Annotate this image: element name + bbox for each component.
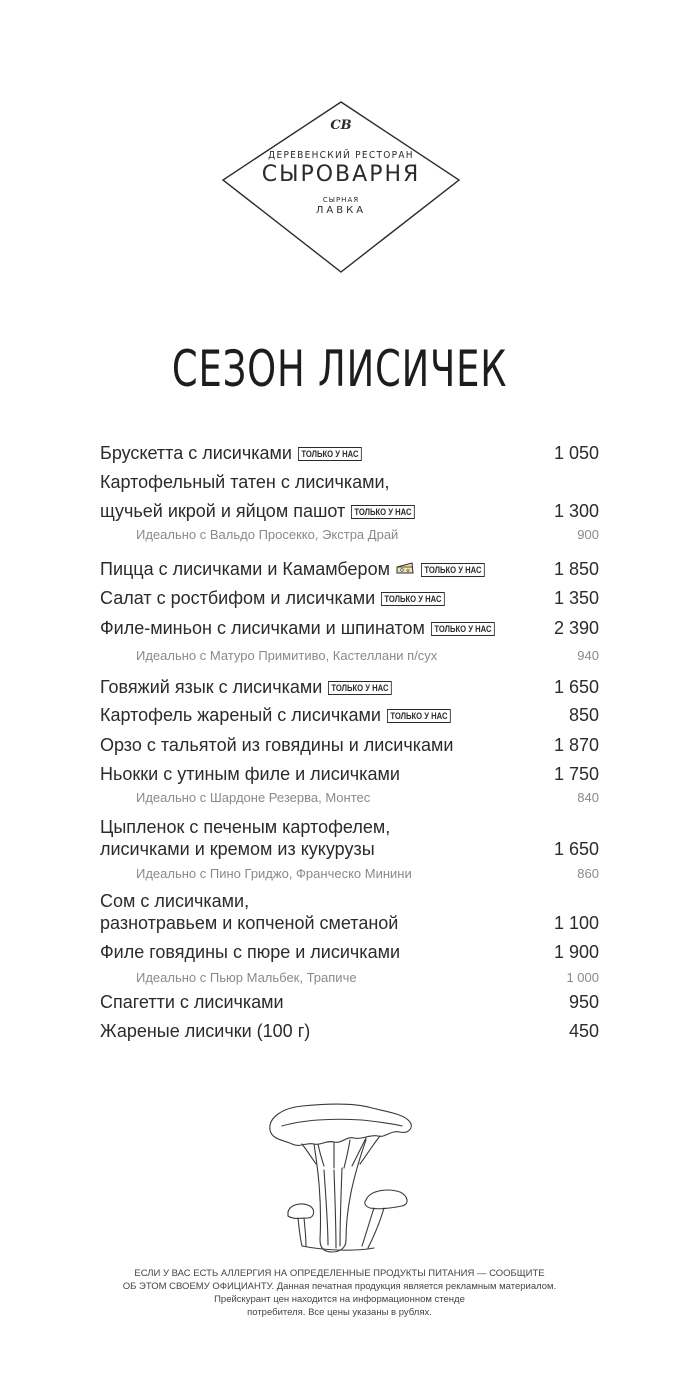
menu-item: [100, 764, 599, 788]
only-here-badge: ТОЛЬКО У НАС: [298, 447, 362, 461]
menu-item-name-text: Картофель жареный с лисичками: [100, 705, 381, 725]
menu-item-name: [100, 992, 284, 1013]
menu-item: [100, 472, 599, 496]
only-here-badge: ТОЛЬКО У НАС: [387, 709, 451, 723]
wine-pairing-row: [136, 527, 599, 543]
logo-shop-caption: СЫРНАЯ: [322, 196, 360, 204]
menu-item: [100, 992, 599, 1016]
menu-item-name: [100, 764, 400, 785]
logo-subtitle: ДЕРЕВЕНСКИЙ РЕСТОРАН: [268, 150, 414, 161]
wine-pairing-price: 860: [577, 866, 599, 881]
menu-item-name: [100, 618, 506, 639]
wine-pairing-price: 840: [577, 790, 599, 805]
restaurant-logo: [221, 100, 461, 275]
wine-pairing-name: Идеально с Шардоне Резерва, Монтес: [136, 790, 371, 805]
logo-monogram: СВ: [330, 118, 352, 133]
menu-item-name-text: Картофельный татен с лисичками,: [100, 472, 390, 492]
menu-item-price: 850: [568, 705, 599, 725]
menu-item: [100, 817, 599, 841]
menu-item-name-text: Сом с лисичками,: [100, 891, 250, 911]
menu-item: [100, 1021, 599, 1045]
menu-item: [100, 705, 599, 729]
disclaimer-line: потребителя. Все цены указаны в рублях.: [247, 1307, 432, 1318]
menu-item-name: [100, 817, 390, 838]
disclaimer-line: ОБ ЭТОМ СВОЕМУ ОФИЦИАНТУ. Данная печатная продукция является рекламным материалом.: [122, 1281, 557, 1292]
menu-item-price: 1 100: [553, 913, 599, 933]
menu-item: [100, 735, 599, 759]
disclaimer-line: ЕСЛИ У ВАС ЕСТЬ АЛЛЕРГИЯ НА ОПРЕДЕЛЕННЫЕ ПРОДУКТЫ ПИТАНИЯ — СООБЩИТЕ: [134, 1268, 545, 1279]
menu-item-name-text: Говяжий язык с лисичками: [100, 677, 323, 697]
menu-item-name-text: Филе-миньон с лисичками и шпинатом: [100, 618, 425, 638]
logo-name: СЫРОВАРНЯ: [261, 162, 421, 187]
menu-item: [100, 588, 599, 612]
menu-item-price: 1 870: [553, 735, 599, 755]
menu-item-price: 1 900: [553, 942, 599, 962]
menu-item-name: [100, 501, 426, 522]
wine-pairing-row: [136, 790, 599, 806]
menu-item: [100, 891, 599, 915]
cheese-icon: [395, 561, 415, 575]
menu-item: [100, 839, 599, 863]
wine-pairing-price: 1 000: [566, 970, 599, 985]
menu-item-name: [100, 891, 249, 912]
wine-pairing-row: [136, 648, 599, 664]
menu-item-name-text: щучьей икрой и яйцом пашот: [100, 501, 346, 521]
menu-item-name-text: Орзо с тальятой из говядины и лисичками: [100, 735, 454, 755]
only-here-badge: ТОЛЬКО У НАС: [381, 592, 445, 606]
menu-item-name-text: Салат с ростбифом и лисичками: [100, 588, 376, 608]
menu-item-name: [100, 735, 453, 756]
menu-item-price: 1 750: [553, 764, 599, 784]
menu-item-name-text: Ньокки с утиным филе и лисичками: [100, 764, 400, 784]
wine-pairing-name: Идеально с Пино Гриджо, Франческо Минини: [136, 866, 412, 881]
only-here-badge: ТОЛЬКО У НАС: [328, 681, 392, 695]
menu-item: [100, 443, 599, 467]
logo-shop-name: ЛАВКА: [315, 205, 367, 216]
menu-item: [100, 913, 599, 937]
menu-item-name: [100, 443, 373, 464]
menu-item: [100, 677, 599, 701]
menu-item-name: [100, 942, 400, 963]
menu-item-name-text: Спагетти с лисичками: [100, 992, 284, 1012]
menu-item-price: 1 650: [553, 677, 599, 697]
only-here-badge: ТОЛЬКО У НАС: [421, 563, 485, 577]
menu-item-name: [100, 705, 462, 726]
menu-item: [100, 942, 599, 966]
menu-item-name-text: разнотравьем и копченой сметаной: [100, 913, 399, 933]
menu-item-name: [100, 1021, 310, 1042]
menu-item-name-text: Жареные лисички (100 г): [100, 1021, 311, 1041]
menu-item-price: 1 650: [553, 839, 599, 859]
menu-item-name: [100, 913, 398, 934]
menu-item-price: 450: [568, 1021, 599, 1041]
wine-pairing-price: 900: [577, 527, 599, 542]
menu-item-price: 1 350: [553, 588, 599, 608]
wine-pairing-row: [136, 866, 599, 882]
menu-item-name-text: Филе говядины с пюре и лисичками: [100, 942, 401, 962]
menu-item: [100, 501, 599, 525]
disclaimer-line: Прейскурант цен находится на информационном стенде: [214, 1294, 465, 1305]
menu-item-name: [100, 559, 496, 580]
menu-item-name-text: Пицца с лисичками и Камамбером: [100, 559, 390, 579]
only-here-badge: ТОЛЬКО У НАС: [431, 622, 495, 636]
menu-item-name: [100, 839, 375, 860]
menu-item-price: 2 390: [553, 618, 599, 638]
wine-pairing-name: Идеально с Матуро Примитиво, Кастеллани п/сух: [136, 648, 438, 663]
wine-pairing-row: [136, 970, 599, 986]
menu-item-name: [100, 677, 404, 698]
allergy-disclaimer: [60, 1267, 619, 1319]
menu-item-price: 950: [568, 992, 599, 1012]
menu-item-price: 1 050: [553, 443, 599, 463]
page-title: СЕЗОН ЛИСИЧЕК: [171, 340, 508, 398]
menu-item-name-text: Брускетта с лисичками: [100, 443, 292, 463]
menu-item-price: 1 300: [553, 501, 599, 521]
wine-pairing-price: 940: [577, 648, 599, 663]
menu-item-name-text: Цыпленок с печеным картофелем,: [100, 817, 391, 837]
wine-pairing-name: Идеально с Вальдо Просекко, Экстра Драй: [136, 527, 399, 542]
wine-pairing-name: Идеально с Пьюр Мальбек, Трапиче: [136, 970, 357, 985]
menu-item-name: [100, 472, 390, 493]
menu-item-name: [100, 588, 456, 609]
menu-item-price: 1 850: [553, 559, 599, 579]
chanterelle-mushrooms-illustration: [262, 1100, 422, 1260]
menu-item: [100, 559, 599, 583]
menu-item-name-text: лисичками и кремом из кукурузы: [100, 839, 375, 859]
only-here-badge: ТОЛЬКО У НАС: [351, 505, 415, 519]
menu-item: [100, 618, 599, 642]
